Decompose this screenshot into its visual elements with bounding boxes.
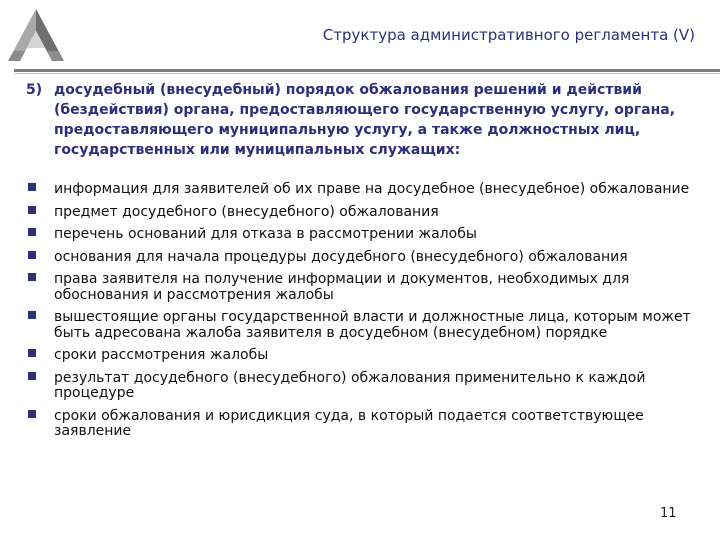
list-item <box>24 348 704 364</box>
list-item-text: сроки рассмотрения жалобы <box>54 347 269 363</box>
square-bullet-icon <box>28 206 36 214</box>
square-bullet-icon <box>28 311 36 319</box>
list-item-text: права заявителя на получение информации и документов, необходимых для обоснования и рассмотрения жалобы <box>54 271 630 303</box>
list-item-text: предмет досудебного (внесудебного) обжалования <box>54 203 439 220</box>
list-item-text: результат досудебного (внесудебного) обжалования применительно к каждой процедуре <box>54 369 646 401</box>
square-bullet-icon <box>28 251 36 259</box>
list-item-text: основания для начала процедуры досудебного (внесудебного) обжалования <box>54 248 628 265</box>
list-item-text: сроки обжалования и юрисдикция суда, в который подается соответствующее заявление <box>54 407 644 439</box>
list-item <box>24 250 704 266</box>
list-item <box>24 310 704 341</box>
square-bullet-icon <box>28 228 36 236</box>
header-divider-thin <box>14 73 720 74</box>
list-item <box>24 227 704 243</box>
page-title: Структура административного регламента (V) <box>322 26 695 44</box>
header-divider <box>14 69 720 72</box>
list-item <box>24 409 704 440</box>
list-item-text: вышестоящие органы государственной власти и должностные лица, которым может быть адресована жалоба заявителя в досудебном (внесудебном) порядке <box>54 309 691 341</box>
list-item <box>24 182 704 198</box>
list-item <box>24 272 704 303</box>
square-bullet-icon <box>28 349 36 357</box>
section-intro <box>26 80 716 160</box>
square-bullet-icon <box>28 372 36 380</box>
square-bullet-icon <box>28 183 36 191</box>
list-item-text: перечень оснований для отказа в рассмотрении жалобы <box>54 226 477 242</box>
square-bullet-icon <box>28 410 36 418</box>
list-item <box>24 205 704 221</box>
square-bullet-icon <box>28 273 36 281</box>
logo-impossible-triangle-icon <box>5 6 67 68</box>
list-item-text: информация для заявителей об их праве на досудебное (внесудебное) обжалование <box>54 181 690 197</box>
section-number: 5) <box>26 82 43 98</box>
requirements-list <box>24 182 704 447</box>
section-intro-text: досудебный (внесудебный) порядок обжалования решений и действий (бездействия) органа, предоставляющего государственную услугу, органа, предоставляющего муниципальную услугу, а также должностных лиц, государственных или муниципальных служащих: <box>54 82 676 158</box>
page-number: 11 <box>660 506 677 521</box>
list-item <box>24 371 704 402</box>
